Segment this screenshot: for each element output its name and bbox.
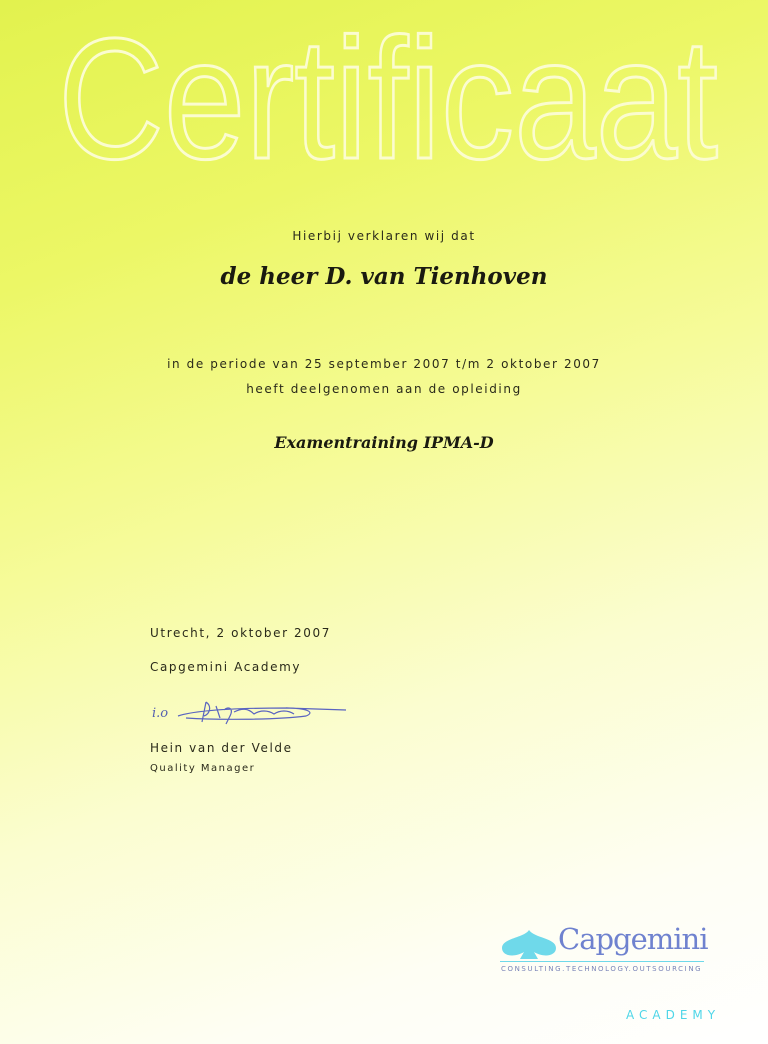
academy-label: ACADEMY (626, 1008, 721, 1022)
logo-divider (500, 961, 704, 962)
period-text: in de periode van 25 september 2007 t/m 2 oktober 2007 (167, 357, 601, 371)
brand-tagline: CONSULTING.TECHNOLOGY.OUTSOURCING (501, 965, 703, 973)
spade-icon (500, 928, 558, 960)
svg-text:Certificaat: Certificaat (58, 3, 718, 195)
signature-prefix: i.o (152, 706, 169, 721)
signature (150, 696, 340, 730)
place-date: Utrecht, 2 oktober 2007 (150, 626, 331, 640)
capgemini-logo (498, 922, 708, 982)
intro-text: Hierbij verklaren wij dat (292, 229, 476, 243)
course-name: Examentraining IPMA-D (274, 433, 494, 452)
organization: Capgemini Academy (150, 660, 302, 674)
certificate-title (48, 3, 728, 195)
participation-text: heeft deelgenomen aan de opleiding (246, 382, 522, 396)
signature-scribble (176, 696, 341, 730)
signatory-role: Quality Manager (150, 763, 256, 774)
signatory-name: Hein van der Velde (150, 741, 293, 755)
brand-name: Capgemini (558, 922, 708, 956)
recipient-name: de heer D. van Tienhoven (220, 263, 548, 290)
